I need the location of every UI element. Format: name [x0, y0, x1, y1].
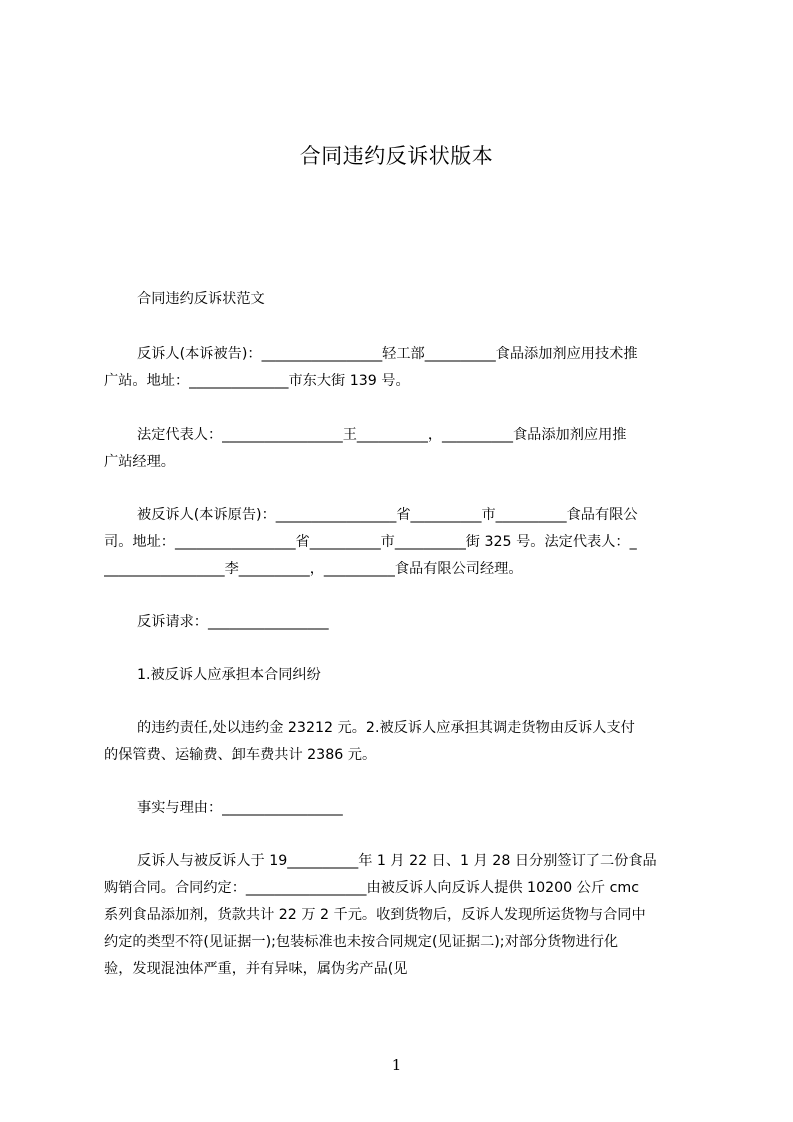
facts-line-3: 系列食品添加剂，货款共计 22 万 2 千元。收到货物后，反诉人发现所运货物与合同中	[104, 907, 646, 923]
facts-heading: 事实与理由：_________________	[137, 800, 343, 816]
legal-rep-line-1: 法定代表人：_________________王__________，__________食品添加剂应用推	[137, 427, 627, 443]
facts-line-4: 约定的类型不符(见证据一);包装标准也未按合同规定(见证据二);对部分货物进行化	[104, 934, 619, 950]
counter-defendant-line-3: _________________李__________，__________食品有限公司经理。	[104, 561, 523, 577]
document-title: 合同违约反诉状版本	[299, 144, 494, 168]
document-subtitle: 合同违约反诉状范文	[137, 291, 265, 307]
counter-plaintiff-line-1: 反诉人(本诉被告)：_________________轻工部__________食品添加剂应用技术推	[137, 346, 638, 362]
counter-defendant-line-2: 司。地址：_________________省__________市__________街 325 号。法定代表人：_	[104, 534, 637, 550]
legal-rep-line-2: 广站经理。	[104, 454, 175, 470]
facts-line-2: 购销合同。合同约定：_________________由被反诉人向反诉人提供 10200 公斤 cmc	[104, 880, 639, 896]
counter-plaintiff-line-2: 广站。地址：______________市东大街 139 号。	[104, 373, 410, 389]
facts-line-5: 验，发现混浊体严重，并有异味，属伪劣产品(见	[104, 961, 408, 977]
claim-1-line: 1.被反诉人应承担本合同纠纷	[137, 667, 321, 683]
counter-defendant-line-1: 被反诉人(本诉原告)：_________________省__________市__________食品有限公	[137, 507, 638, 523]
claims-heading: 反诉请求：_________________	[137, 614, 329, 630]
facts-line-1: 反诉人与被反诉人于 19__________年 1 月 22 日、1 月 28 日分别签订了二份食品	[137, 853, 657, 869]
claim-detail-line-2: 的保管费、运输费、卸车费共计 2386 元。	[104, 747, 377, 763]
claim-detail-line-1: 的违约责任,处以违约金 23212 元。2.被反诉人应承担其调走货物由反诉人支付	[137, 720, 635, 736]
page-number: 1	[391, 1056, 402, 1074]
